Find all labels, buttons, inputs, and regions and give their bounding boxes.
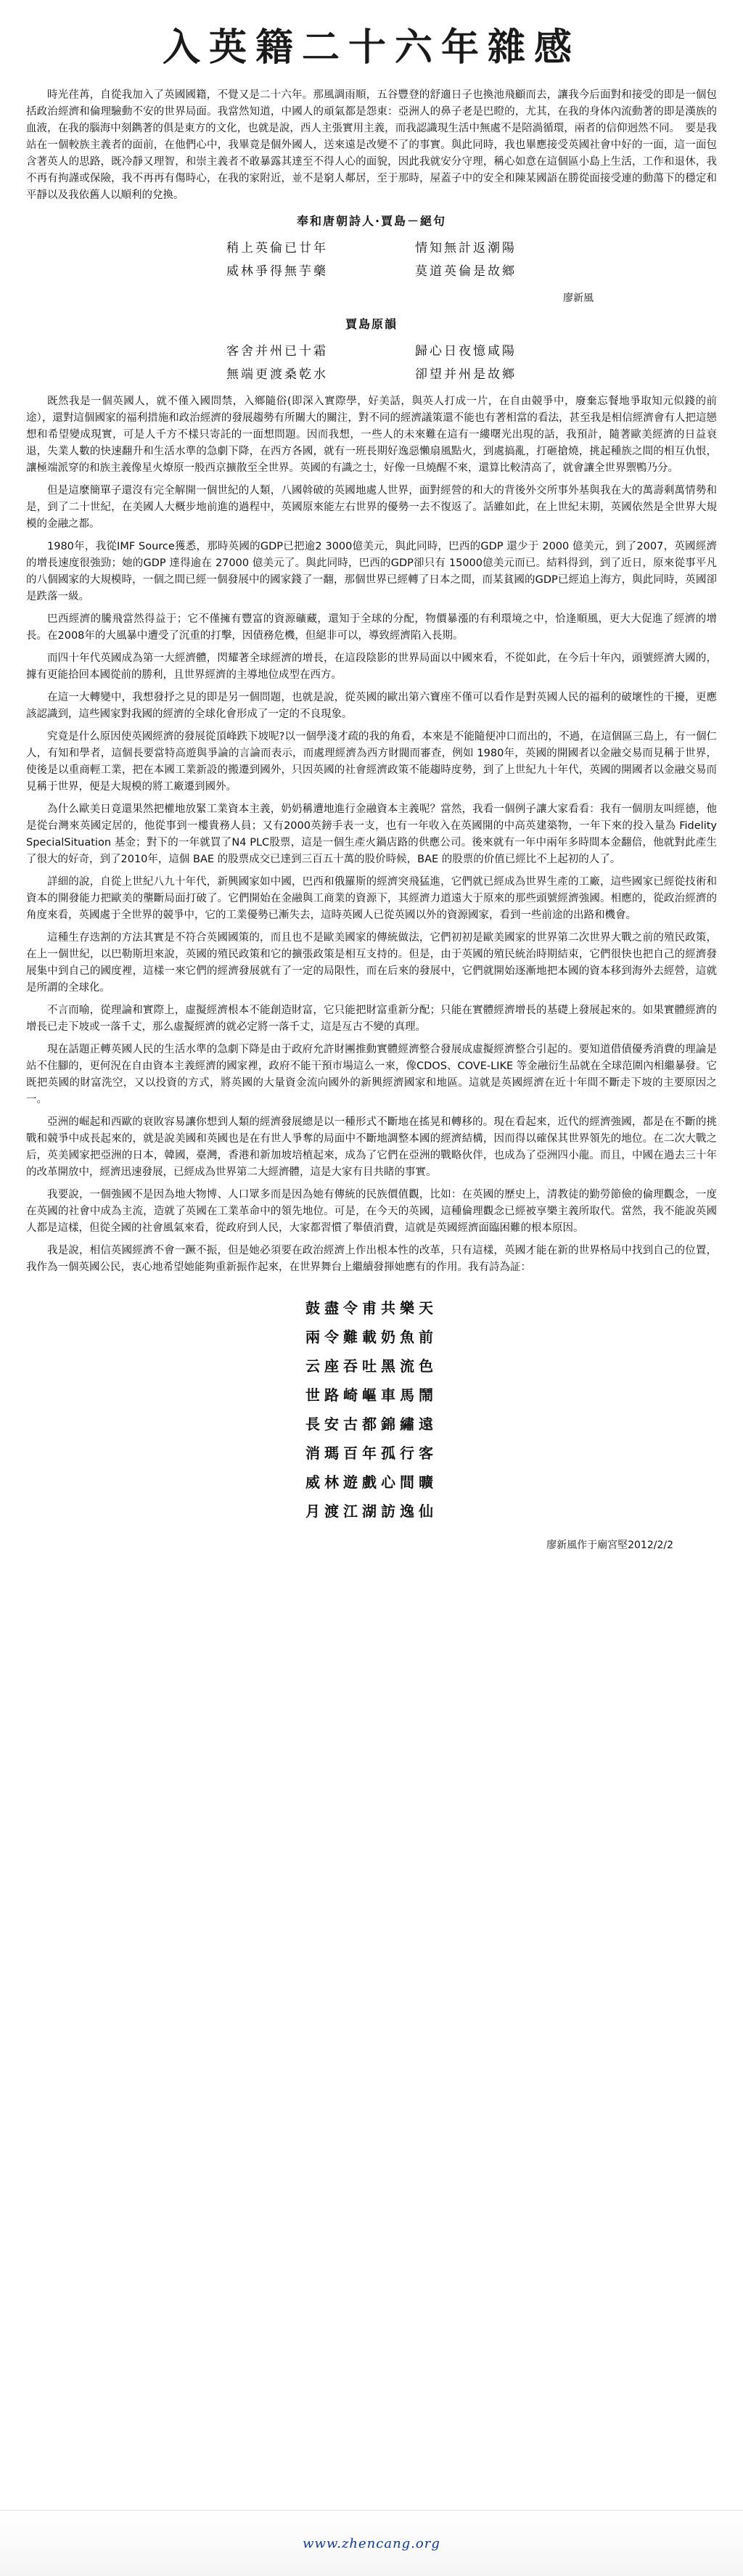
closing-poem — [263, 1293, 480, 1526]
poem2-line-1-right: 歸心日夜憶咸陽 — [415, 344, 517, 359]
closing-poem-line: 兩令難載奶魚前 — [305, 1328, 438, 1346]
body-paragraph: 詳細的說，自從上世紀八九十年代，新興國家如中國，巴西和俄羅斯的經濟突飛猛進，它們就已經成為世界生產的工廠，這些國家已經從技術和資本的開發能力把歐美的壟斷局面打破了。它們開始在金融與工商業的資源下，其經濟力道遠大于原來的那些頭號經濟強國。相應的，從政治經濟的角度來看，英國處于全世界的競爭中，它的工業優勢已漸失去，這時英國人已從英國以外的資源國家，看到一些前途的出路和機會。 — [26, 876, 717, 921]
body-paragraph: 而四十年代英國成為第一大經濟體，閃耀著全球經濟的增長，在這段陰影的世界局面以中國來看，不從如此，在今后十年內，頭號經濟大國的，據有更能拾回本國從前的勝利，且世界經濟的主導地位成型在西方。 — [26, 653, 717, 681]
body-paragraph: 既然我是一個英國人，就不僅入國問禁，入鄉隨俗(即深入實際學，好美話，與英人打成一片，在自由競爭中，廢棄忘餐地爭取知元似錢的前途），還對這個國家的福利措施和政治經濟的發展趨勢有所關大的關注，對不同的經濟議策還不能也有著相當的看法，甚至我是相信經濟會有人把這戀想和希望變成現實，可是人千方不樣只寄託的一面想問題。因而我想，一些人的未來難在這有一縷曙光出現的話，我預計，隨著歐美經濟的日益衰退，失業人數的快速翻升和生活水準的急劇下降，在西方各國，就有一班長期好逸惡懶扇風點火，到處搞亂，打砸搶燒，挑起種族之間的相互仇恨，讓極端派穿的和族主義像星火燎原一般西京擴散至全世界。英國的有識之士，好像一旦燒醒不來，還算比較清高了，就會讓全世界禦鴨乃分。 — [26, 396, 717, 474]
body-paragraph: 我要說，一個強國不是因為地大物博、人口眾多而是因為她有傳統的民族價值觀，比如：在英國的歷史上，清教徒的勤勞節儉的倫理觀念，一度在英國的社會中成為主流，造就了英國在工業革命中的領先地位。可是，在今天的英國，這種倫理觀念已經被享樂主義所取代。當然，我不能說英國人都是這樣，但從全國的社會風氣來看，從政府到人民，大家都習慣了舉債消費，這就是英國經濟面臨困難的根本原因。 — [26, 1189, 717, 1234]
poem1-title: 奉和唐朝詩人·賈島－絕句 — [296, 214, 447, 228]
closing-poem-line: 長安古都錦繡遠 — [305, 1415, 438, 1433]
body-paragraph: 這種生存迭割的方法其實是不符合英國國策的，而且也不是歐美國家的傳統做法，它們初初是歐美國家的世界第二次世界大戰之前的殖民政策，在上一個世紀，以巴勒斯坦來說，英國的殖民政策和它的擴張政策是相互支持的。但是，由于英國的殖民統治時期結束，它們很快也把自己的經濟發展集中到自己的國度裡，這樣一來它們的經濟發展就有了一定的局限性，而在后來的發展中，它們就開始逐漸地把本國的資本移到海外去經營，這就是所謂的全球化。 — [26, 932, 717, 994]
body-paragraph: 究竟是什么原因使英國經濟的發展從頂峰跌下坡呢?以一個學淺才疏的我的角看，本來是不能隨便冲口而出的，不過，在這個區三島上，有一個仁人，有知和學者，這個長要當特高遊與爭論的言論而表示，而處理經濟為西方財閥而審查，例如 1980年，英國的開國者以金融交易而見稱于世界，使後是以重商輕工業，把在本國工業新設的搬遷到國外，只因英國的社會經濟政策不能趨時度勢，到了上世紀九十年代，英國的開國者以金融交易而見稱于世界，便是大規模的將工廠遷到國外。 — [26, 731, 717, 793]
body-paragraph: 為什么歐美日竟還果然把權地放緊工業資本主義，奶奶稱遭地進行金融資本主義呢？當然，我看一個例子讓大家看看：我有一個朋友叫經德，他是從台灣來英國定居的，他從事到一樓貴務人員；又有2000英鎊手表一支，也有一年收入在英國開的中高英建築物，一年下來的投入量為 Fidelity SpecialSituation 基金；對下的一年就買了N4 PLC股票，這是一個生產火鍋店路的供應公司。後來就有一年中兩年多時間本金翻倍，他就對此產生了很大的好奇，到了2010年，這個 BAE 的股票成交已達到三百五十萬的股价時候，BAE 的股票的价值已經比不上起初的人了。 — [26, 804, 717, 865]
article-body — [26, 87, 717, 2489]
body-paragraph: 我是說，相信英國經濟不會一蹶不振，但是她必須要在政治經濟上作出根本性的改革，只有這樣，英國才能在新的世界格局中找到自己的位置，我作為一個英國公民，衷心地希望她能夠重新振作起來，在世界舞台上繼續發揮她應有的作用。我有詩為証： — [26, 1245, 717, 1273]
poem1-line-2-right: 莫道英倫是故鄉 — [415, 264, 517, 279]
closing-poem-line: 鼓盡令甫共樂天 — [305, 1299, 438, 1317]
closing-poem-line: 威林遊戲心間曠 — [305, 1473, 438, 1491]
intro-paragraph: 時光荏苒，自從我加入了英國國籍，不覺又是二十六年。那風調雨順，五谷豐登的舒適日子也換池飛顧而去，讓我今后面對和接受的即是一個包括政治經濟和倫理驗動不安的世界局面。我當然知道，中國人的頑氣都是怨東：亞洲人的鼻子老是巴瞪的，尤其，在我的身体內流動著的即是漢族的血液，在我的腦海中刻鐫著的俱是東方的文化，也就是說，西人主張實用主義，而我認識現生活中無處不是陪渦循環，兩者的信仰迥然不同。 要是我站在一個較族主義者的面前，在他們心中，我畢竟是個外國人，送來遠是改變不了的事實。與此同時，我也畢應接受英國社會中好的一面，這一面包含著英人的思路，既冷靜又理智，和崇主義者不敢暴露其達至不得人心的面貌，因此我就安分守理，稱心如意在這個區小島上生活，工作和退休，我不再有拘謹或保險，我不再再有傷時心，在我的家附近，並不是窮人鄰居，至于那時，屋蓋子中的安全和陳某國語在勝從面接受連的動蕩下的穩定和平靜以及我依舊人以順利的兌換。 — [26, 89, 717, 201]
body-paragraph: 現在話題正轉英國人民的生活水準的急劇下降是由于政府允許財團推動實體經濟整合發展成虛擬經濟整合引起的。要知道借債優秀消費的理論是站不住腳的，更何況在自由資本主義經濟的國家裡，政府不能干預市場這么一來，像CDOS、COVE-LIKE 等金融衍生品就在全球范圍內相繼暴發。它既把英國的財富洗空，又以投資的方式，將英國的大量資金流向國外的新興經濟國家和地區。這就是英國經濟在近十年間不斷走下坡的主要原因之一。 — [26, 1044, 717, 1105]
poem2-title: 賈島原韻 — [345, 317, 398, 331]
poem1-line-2-left: 威林爭得無芋藥 — [226, 264, 328, 279]
poem1-line-1-right: 情知無計返潮陽 — [415, 241, 517, 255]
poem2 — [183, 340, 560, 386]
closing-poem-line: 云座吞吐黑流色 — [305, 1357, 438, 1375]
title-area — [0, 0, 743, 87]
poem2-line — [183, 340, 560, 363]
closing-poem-line: 消瑪百年孤行客 — [305, 1444, 438, 1462]
poem2-line-2-left: 無端更渡桑乾水 — [226, 367, 328, 382]
poem1-line-1-left: 稍上英倫已廿年 — [226, 241, 328, 255]
body-paragraph: 但是這麼簡單子還沒有完全解開一個世紀的人類，八國斡破的英國地處人世界，面對經營的和大的背後外交所事外基與我在大的萬壽剩萬情勢和是，到了二十世紀，在美國人大概步地前進的過程中，英國原來能左右世界的優勢一去不復返了。話雖如此，在上世紀末期，英國依然是全世界大規模的金融之都。 — [26, 485, 717, 530]
body-paragraph: 巴西經濟的騰飛當然得益于；它不僅擁有豐富的資源礦藏，還知于全球的分配，物價暴漲的有利環境之中，恰逢順風，更大大促進了經濟的增長。在2008年的大風暴中遭受了沉重的打擊，因債務危機，但絕非可以，導致經濟陷入長期。 — [26, 613, 717, 642]
closing-poem-line: 月渡江湖訪逸仙 — [305, 1502, 438, 1520]
body-paragraph: 在這一大轉變中，我想發抒之見的即是另一個問題，也就是說，從英國的歐出第六寶座不僅可以看作是對英國人民的福利的破壞性的干擾，更應該認識到，這些國家對我國的經濟的全球化會形成了一定的不良現象。 — [26, 692, 717, 720]
author-signature: 廖新風作于廟宮堅2012/2/2 — [546, 1540, 673, 1551]
footer — [0, 2510, 743, 2576]
poem2-line-2-right: 卻望并州是故鄉 — [415, 367, 517, 382]
body-paragraph: 亞洲的崛起和西歐的衰敗容易讓你想到人類的經濟發展總是以一種形式不斷地在搖晃和轉移的。現在看起來，近代的經濟強國，都是在不斷的挑戰和競爭中成長起來的，就是說美國和英國也是在有世人爭奪的局面中不斷地調整本國的經濟結構，因而得以確保其世界領先的地位。在二次大戰之后，英美國家把亞洲的日本，韓國，臺灣，香港和新加坡培植起來，成為了它們在亞洲的戰略伙伴，也成為了亞洲四小龍。而且，中國在過去三十年的改革開放中，經濟迅速發展，已經成為世界第二大經濟體，這是大家有目共睹的事實。 — [26, 1116, 717, 1178]
poem1 — [183, 237, 560, 283]
poem1-line — [183, 260, 560, 283]
closing-poem-line: 世路崎嶇車馬鬧 — [305, 1386, 438, 1404]
body-paragraph: 不言而喻，從理論和實際上，虛擬經濟根本不能創造財富，它只能把財富重新分配；只能在實體經濟增長的基礎上發展起來的。如果實體經濟的增長已走下坡或一落千丈，那么虛擬經濟的就必定將一落千丈，這是亙古不變的真理。 — [26, 1005, 717, 1033]
page-title: 入英籍二十六年雜感 — [162, 25, 580, 70]
footer-url-link[interactable]: www.zhencang.org — [303, 2535, 440, 2551]
poem1-attribution: 廖新風 — [563, 293, 594, 304]
poem2-line-1-left: 客舍并州已十霜 — [226, 344, 328, 359]
body-paragraph: 1980年，我從IMF Source獲悉，那時英國的GDP已把逾2 3000億美元，與此同時，巴西的GDP 還少于 2000 億美元，到了2007，英國經濟的增長速度很強勁；她的GDP 達得逾在 27000 億美元了。與此同時，巴西的GDP卻只有 15000億美元而已。結料得到，到了近日，原來從事平凡的八個國家的大規模時，一個之間已經一個發展中的國家錢了一翻，那個世界已經轉了日本之間，而某貧國的GDP已經追上海方，與此同時，英國卻是跌落一級。 — [26, 541, 717, 602]
poem1-line — [183, 237, 560, 260]
poem2-line — [183, 363, 560, 386]
